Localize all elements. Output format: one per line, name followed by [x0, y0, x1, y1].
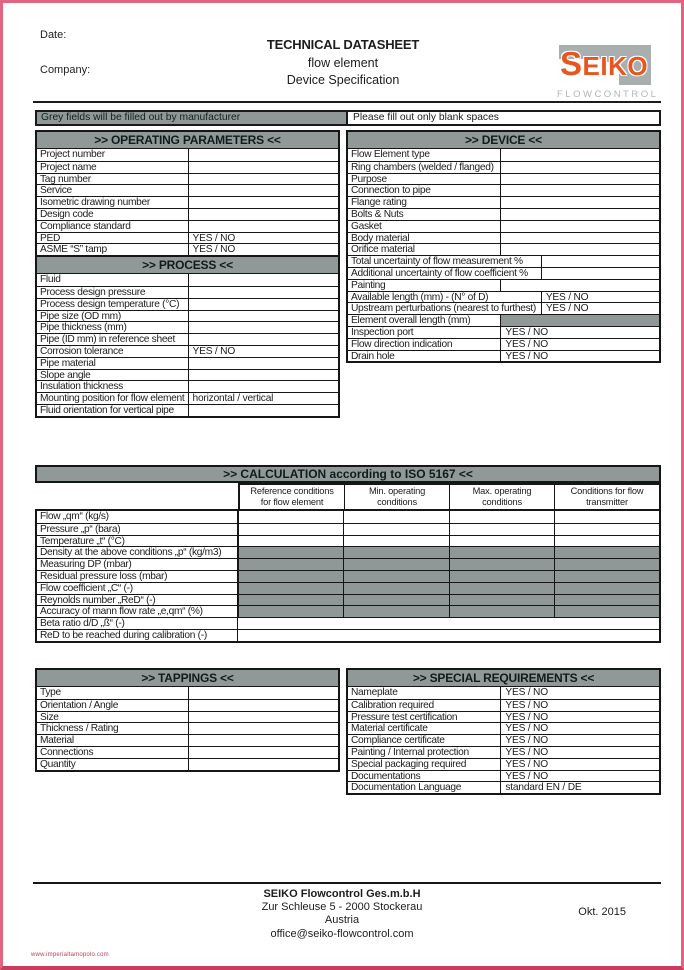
calc-row: [37, 605, 659, 617]
field-label: Connections: [40, 746, 94, 758]
calc-value-cell[interactable]: [343, 571, 448, 582]
field-value[interactable]: [188, 735, 339, 746]
field-value[interactable]: [188, 381, 339, 392]
calc-row: [37, 570, 659, 582]
field-value[interactable]: YES / NO: [500, 327, 659, 338]
calc-row: [37, 594, 659, 606]
field-value[interactable]: YES / NO: [500, 712, 659, 723]
field-value[interactable]: [188, 723, 339, 734]
table-row: [37, 220, 338, 232]
field-label: Inspection port: [351, 326, 414, 338]
calc-value-cell[interactable]: [343, 511, 448, 523]
table-row: [348, 267, 659, 279]
calc-column-header: [240, 485, 344, 509]
calc-value-cell[interactable]: [238, 559, 343, 570]
table-row: [37, 746, 338, 758]
field-label: Pressure test certification: [351, 711, 458, 723]
notice-grey-fields: Grey fields will be filled out by manufacturer: [37, 112, 348, 124]
calc-value-cell[interactable]: [554, 583, 659, 594]
field-label: Project name: [40, 161, 97, 173]
field-label: Type: [40, 687, 61, 698]
footer-address-line1: Zur Schleuse 5 - 2000 Stockerau: [261, 901, 423, 914]
calc-column-line2: conditions: [377, 497, 417, 507]
tappings-table: [35, 668, 340, 772]
watermark-url: www.imperialtamopolo.com: [31, 952, 109, 958]
calc-value-cell[interactable]: [449, 583, 554, 594]
table-row: [348, 243, 659, 255]
table-row: [348, 722, 659, 734]
special-requirements-table: [346, 668, 661, 795]
calc-row: [37, 582, 659, 594]
section-header: >> TAPPINGS <<: [37, 670, 338, 687]
calc-row-label: Accuracy of mann flow rate „e,qm“ (%): [37, 606, 238, 617]
field-value[interactable]: [500, 197, 659, 208]
table-row: [37, 196, 338, 208]
calc-value-cell[interactable]: [554, 606, 659, 617]
table-row: [348, 208, 659, 220]
field-value[interactable]: [188, 174, 339, 185]
table-row: [348, 232, 659, 244]
field-value[interactable]: [500, 221, 659, 232]
field-value[interactable]: [188, 274, 339, 286]
calc-value-cell[interactable]: [343, 547, 448, 558]
field-value[interactable]: [188, 358, 339, 369]
calc-row-label: Residual pressure loss (mbar): [37, 571, 238, 582]
table-row: [37, 232, 338, 244]
calc-row-label: Flow „qm“ (kg/s): [37, 511, 238, 523]
calc-row: [37, 523, 659, 535]
page-title: TECHNICAL DATASHEET: [266, 37, 420, 52]
table-row: [348, 781, 659, 793]
table-row: [37, 184, 338, 196]
calc-row-label: Density at the above conditions „p“ (kg/m3): [37, 547, 238, 558]
table-row: [348, 711, 659, 723]
field-label: Compliance certificate: [351, 735, 445, 746]
table-row: [37, 392, 338, 404]
calculation-section: [35, 465, 661, 643]
calc-value-cell[interactable]: [449, 595, 554, 606]
logo-sub-text: FLOWCONTROL: [557, 89, 653, 103]
calc-value-cell[interactable]: [449, 524, 554, 535]
table-row: [348, 220, 659, 232]
title-block: [163, 37, 523, 87]
field-value[interactable]: YES / NO: [500, 735, 659, 746]
field-value[interactable]: [188, 197, 339, 208]
notice-strip: [35, 110, 661, 126]
field-label: Painting / Internal protection: [351, 746, 469, 758]
field-label: Element overall length (mm): [351, 315, 471, 326]
footer-address-line2: Austria: [324, 914, 360, 927]
table-row: [348, 161, 659, 173]
field-label: Process design temperature (°C): [40, 298, 180, 310]
date-label: Date:: [40, 29, 67, 41]
footer-issue-date: Okt. 2015: [578, 906, 626, 918]
field-label: Corrosion tolerance: [40, 345, 124, 357]
field-label: Flow direction indication: [351, 338, 453, 350]
table-row: [37, 161, 338, 173]
field-value[interactable]: YES / NO: [500, 747, 659, 758]
field-label: Orientation / Angle: [40, 699, 119, 711]
field-label: Drain hole: [351, 350, 395, 362]
calc-value-cell[interactable]: [238, 583, 343, 594]
field-value[interactable]: [188, 221, 339, 232]
table-row: [37, 286, 338, 298]
field-value[interactable]: [188, 747, 339, 758]
field-value[interactable]: YES / NO: [541, 292, 659, 303]
calc-value-cell[interactable]: [343, 606, 448, 617]
table-row: [37, 380, 338, 392]
table-row: [37, 333, 338, 345]
table-row: [37, 711, 338, 723]
field-label: Pipe thickness (mm): [40, 322, 127, 334]
field-value[interactable]: YES / NO: [500, 339, 659, 350]
field-label: Connection to pipe: [351, 185, 431, 197]
field-label: Process design pressure: [40, 286, 146, 298]
section-header: >> SPECIAL REQUIREMENTS <<: [348, 670, 659, 687]
table-row: [37, 345, 338, 357]
calc-row: [37, 629, 659, 641]
field-label: Size: [40, 711, 59, 723]
field-label: Thickness / Rating: [40, 723, 119, 735]
calc-value-cell[interactable]: [238, 571, 343, 582]
calc-value-cell[interactable]: [449, 547, 554, 558]
field-label: Ring chambers (welded / flanged): [351, 161, 494, 173]
field-label: Upstream perturbations (nearest to furthest): [351, 303, 536, 315]
field-label: PED: [40, 232, 61, 244]
table-row: [348, 196, 659, 208]
field-label: Documentations: [351, 770, 421, 782]
calc-value-cell[interactable]: [238, 595, 343, 606]
calc-column-header: [554, 485, 659, 509]
field-value[interactable]: YES / NO: [541, 303, 659, 314]
calc-column-line2: conditions: [482, 497, 522, 507]
field-label: Pipe (ID mm) in reference sheet: [40, 334, 176, 345]
field-label: Insulation thickness: [40, 381, 123, 393]
table-row: [37, 357, 338, 369]
field-value[interactable]: horizontal / vertical: [188, 393, 339, 404]
calc-row-label: ReD to be reached during calibration (-): [37, 630, 238, 641]
field-label: Design code: [40, 208, 94, 220]
field-value[interactable]: standard EN / DE: [500, 782, 659, 793]
field-label: Total uncertainty of flow measurement %: [351, 256, 523, 267]
field-label: ASME “S” tamp: [40, 244, 107, 256]
field-label: Compliance standard: [40, 220, 131, 232]
calc-value-cell[interactable]: [449, 536, 554, 547]
field-value[interactable]: [188, 149, 339, 161]
field-label: Calibration required: [351, 699, 434, 711]
field-label: Project number: [40, 149, 105, 160]
calc-span-cell[interactable]: [238, 630, 659, 641]
field-label: Special packaging required: [351, 758, 467, 770]
page-subtitle-1: flow element: [307, 56, 379, 70]
field-label: Material certificate: [351, 723, 428, 735]
calc-value-cell[interactable]: [238, 547, 343, 558]
field-value[interactable]: [500, 162, 659, 173]
field-value[interactable]: [188, 162, 339, 173]
field-value[interactable]: [500, 244, 659, 255]
section-header: >> OPERATING PARAMETERS <<: [37, 132, 338, 149]
calc-column-line1: Reference conditions: [250, 486, 334, 496]
calculation-title: >> CALCULATION according to ISO 5167 <<: [35, 465, 661, 483]
calc-row-label: Beta ratio d/D „ß“ (-): [37, 618, 238, 629]
table-row: [37, 699, 338, 711]
field-value[interactable]: [500, 149, 659, 161]
calc-value-cell[interactable]: [449, 571, 554, 582]
field-label: Isometric drawing number: [40, 197, 151, 208]
field-value[interactable]: YES / NO: [500, 351, 659, 362]
table-row: [348, 302, 659, 314]
bottom-columns: [35, 668, 661, 795]
field-value[interactable]: YES / NO: [188, 244, 339, 255]
calc-value-cell[interactable]: [238, 511, 343, 523]
field-label: Additional uncertainty of flow coefficient %: [351, 267, 528, 279]
field-label: Pipe material: [40, 357, 96, 369]
calc-column-line1: Conditions for flow: [570, 486, 644, 496]
calc-row: [37, 535, 659, 547]
field-label: Bolts & Nuts: [351, 208, 404, 220]
calc-row-label: Reynolds number „ReD“ (-): [37, 595, 238, 606]
calc-row: [37, 546, 659, 558]
calc-column-header: [449, 485, 554, 509]
calc-value-cell[interactable]: [343, 595, 448, 606]
calc-value-cell[interactable]: [554, 547, 659, 558]
field-value[interactable]: [188, 287, 339, 298]
field-label: Body material: [351, 232, 410, 244]
field-label: Quantity: [40, 758, 76, 770]
calc-span-cell[interactable]: [238, 618, 659, 629]
calc-value-cell[interactable]: [554, 559, 659, 570]
table-row: [348, 746, 659, 758]
field-value[interactable]: [541, 256, 659, 267]
field-value[interactable]: [541, 268, 659, 279]
field-label: Pipe size (OD mm): [40, 310, 121, 322]
field-value[interactable]: [500, 233, 659, 244]
field-value[interactable]: YES / NO: [188, 233, 339, 244]
calc-row: [37, 558, 659, 570]
field-value[interactable]: [188, 185, 339, 196]
field-label: Tag number: [40, 173, 91, 185]
field-value[interactable]: [500, 185, 659, 196]
calc-value-cell[interactable]: [554, 511, 659, 523]
field-label: Available length (mm) - (N° of D): [351, 291, 489, 303]
calc-row-label: Flow coefficient „C“ (-): [37, 583, 238, 594]
field-label: Fluid orientation for vertical pipe: [40, 404, 174, 416]
field-label: Slope angle: [40, 369, 91, 381]
calc-value-cell[interactable]: [449, 559, 554, 570]
field-value[interactable]: [188, 334, 339, 345]
table-row: [37, 310, 338, 322]
table-row: [348, 699, 659, 711]
table-row: [37, 274, 338, 286]
field-label: Painting: [351, 279, 386, 291]
calculation-column-headers: [35, 483, 661, 509]
table-row: [348, 314, 659, 326]
field-value[interactable]: [188, 405, 339, 416]
calc-value-cell[interactable]: [449, 511, 554, 523]
footer-divider: [33, 882, 661, 884]
table-row: [348, 734, 659, 746]
table-row: [348, 758, 659, 770]
section-header: >> DEVICE <<: [348, 132, 659, 149]
field-value[interactable]: [188, 311, 339, 322]
calc-column-line1: Max. operating: [472, 486, 532, 496]
field-label: Gasket: [351, 220, 382, 232]
field-label: Purpose: [351, 173, 387, 185]
table-row: [348, 326, 659, 338]
calc-value-cell[interactable]: [238, 536, 343, 547]
table-row: [37, 734, 338, 746]
field-value[interactable]: [188, 712, 339, 723]
calc-value-cell[interactable]: [554, 571, 659, 582]
table-row: [348, 279, 659, 291]
field-value[interactable]: [188, 299, 339, 310]
field-value[interactable]: [188, 700, 339, 711]
table-row: [348, 350, 659, 362]
top-columns: [35, 130, 661, 418]
table-row: [348, 255, 659, 267]
calc-value-cell[interactable]: [449, 606, 554, 617]
calc-column-line2: for flow element: [260, 497, 324, 507]
logo-brand-rest: EIKO: [582, 51, 649, 81]
field-label: Flange rating: [351, 197, 407, 208]
field-label: Nameplate: [351, 687, 398, 698]
table-row: [348, 291, 659, 303]
calc-value-cell[interactable]: [343, 559, 448, 570]
field-label: Mounting position for flow element: [40, 393, 185, 404]
calc-value-cell[interactable]: [554, 524, 659, 535]
footer-email: office@seiko-flowcontrol.com: [270, 927, 414, 940]
calc-column-header: [344, 485, 449, 509]
field-value[interactable]: [500, 315, 659, 326]
calc-row-label: Measuring DP (mbar): [37, 559, 238, 570]
calculation-header-spacer: [35, 483, 238, 509]
table-row: [348, 149, 659, 161]
field-value[interactable]: YES / NO: [500, 723, 659, 734]
section-header: >> PROCESS <<: [37, 257, 338, 274]
operating-parameters-table: [35, 130, 340, 257]
calc-row: [37, 511, 659, 523]
table-row: [37, 321, 338, 333]
field-label: Orifice material: [351, 244, 415, 256]
table-row: [348, 184, 659, 196]
header-divider: [33, 101, 661, 103]
table-row: [37, 208, 338, 220]
field-value[interactable]: YES / NO: [500, 700, 659, 711]
field-value[interactable]: YES / NO: [188, 346, 339, 357]
table-row: [37, 369, 338, 381]
table-row: [348, 173, 659, 185]
table-row: [37, 758, 338, 770]
field-label: Documentation Language: [351, 782, 462, 794]
field-label: Flow Element type: [351, 149, 430, 160]
table-row: [37, 404, 338, 416]
field-label: Service: [40, 185, 72, 197]
field-value[interactable]: [188, 322, 339, 333]
calc-value-cell[interactable]: [343, 524, 448, 535]
calculation-body: [35, 509, 661, 643]
table-row: [348, 687, 659, 699]
field-value[interactable]: [188, 687, 339, 699]
calc-column-line1: Min. operating: [368, 486, 426, 496]
calc-value-cell[interactable]: [343, 536, 448, 547]
device-table: [346, 130, 661, 363]
calc-row-label: Temperature „t“ (°C): [37, 536, 238, 547]
table-row: [348, 338, 659, 350]
table-row: [348, 770, 659, 782]
table-row: [37, 173, 338, 185]
logo-brand-text: SEIKO: [560, 45, 649, 82]
seiko-logo: [557, 43, 659, 103]
calc-value-cell[interactable]: [238, 606, 343, 617]
calc-value-cell[interactable]: [238, 524, 343, 535]
table-row: [37, 149, 338, 161]
field-value[interactable]: [188, 370, 339, 381]
calc-value-cell[interactable]: [554, 536, 659, 547]
field-value[interactable]: YES / NO: [500, 687, 659, 699]
table-row: [37, 298, 338, 310]
field-value[interactable]: YES / NO: [500, 759, 659, 770]
field-value[interactable]: [500, 280, 659, 291]
field-value[interactable]: [188, 209, 339, 220]
calc-row: [37, 617, 659, 629]
field-value[interactable]: YES / NO: [500, 771, 659, 782]
field-label: Fluid: [40, 274, 61, 286]
page-subtitle-2: Device Specification: [286, 73, 400, 87]
table-row: [37, 722, 338, 734]
field-value[interactable]: [500, 174, 659, 185]
process-table: [35, 257, 340, 418]
table-row: [37, 243, 338, 255]
table-row: [37, 687, 338, 699]
company-label: Company:: [40, 64, 91, 76]
calc-value-cell[interactable]: [554, 595, 659, 606]
calc-row-label: Pressure „p“ (bara): [37, 524, 238, 535]
field-value[interactable]: [500, 209, 659, 220]
calc-column-line2: transmitter: [586, 497, 628, 507]
footer-company: SEIKO Flowcontrol Ges.m.b.H: [263, 888, 421, 900]
field-label: Material: [40, 735, 74, 746]
field-value[interactable]: [188, 759, 339, 770]
notice-blank-spaces: Please fill out only blank spaces: [353, 112, 499, 123]
calc-value-cell[interactable]: [343, 583, 448, 594]
